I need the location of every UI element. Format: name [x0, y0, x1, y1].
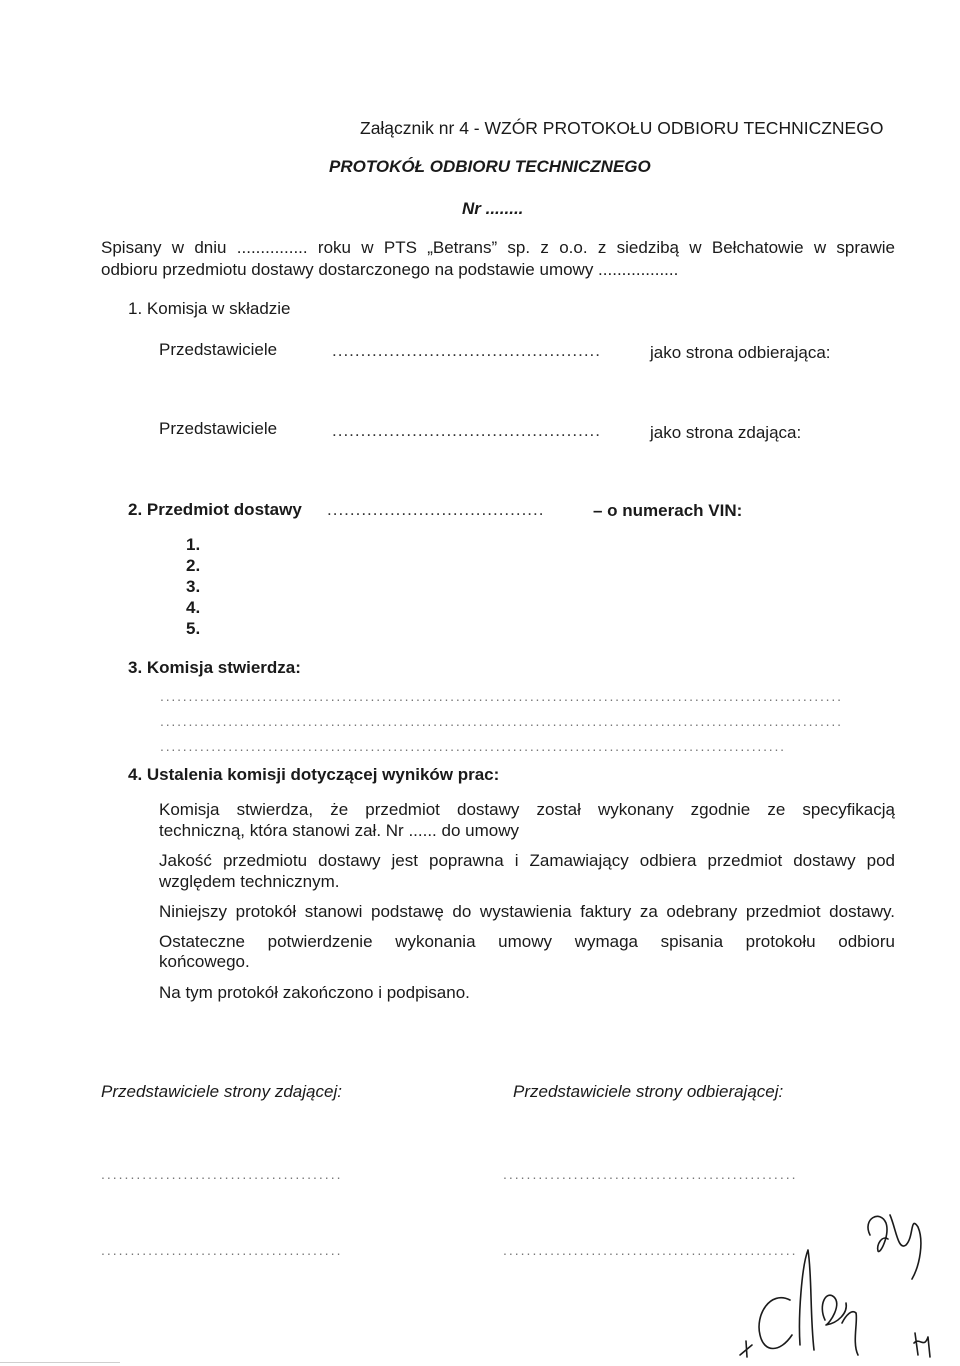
findings-line-1: ........................................................................................................................: [160, 688, 843, 704]
intro-line-2: odbioru przedmiotu dostawy dostarczonego na podstawie umowy .................: [101, 260, 679, 279]
handwritten-signature: [730, 1205, 950, 1365]
receiving-representatives-label: Przedstawiciele: [159, 340, 278, 359]
section-2-heading: 2. Przedmiot dostawy: [128, 500, 302, 519]
findings-paragraph-3: Niniejszy protokół stanowi podstawę do wystawienia faktury za odebrany przedmiot dostawy.: [159, 902, 895, 921]
intro-line-1: Spisany w dniu ............... roku w PTS „Betrans” sp. z o.o. z siedzibą w Bełchatowie w sprawie: [101, 238, 895, 257]
section-3-heading: 3. Komisja stwierdza:: [128, 658, 301, 677]
section-4-heading: 4. Ustalenia komisji dotyczącej wyników prac:: [128, 765, 500, 784]
findings-paragraph-2-line-1: Jakość przedmiotu dostawy jest poprawna i Zamawiający odbiera przedmiot dostawy pod: [159, 851, 895, 870]
receiving-signature-line-1: ..................................................: [503, 1166, 798, 1182]
delivery-subject-dots: ......................................: [327, 500, 545, 519]
receiving-signature-line-2: ..................................................: [503, 1242, 798, 1258]
vin-item-1: 1.: [186, 535, 201, 554]
handing-signature-line-2: .........................................: [101, 1242, 343, 1258]
handing-signature-line-1: .........................................: [101, 1166, 343, 1182]
handing-representatives-label: Przedstawiciele: [159, 419, 278, 438]
scan-edge-line: [0, 1362, 120, 1363]
vin-item-4: 4.: [186, 598, 201, 617]
vin-label: – o numerach VIN:: [593, 501, 743, 520]
receiving-representatives-dots: ...............................................: [332, 341, 601, 360]
vin-item-2: 2.: [186, 556, 201, 575]
vin-item-3: 3.: [186, 577, 201, 596]
annex-heading: Załącznik nr 4 - WZÓR PROTOKOŁU ODBIORU TECHNICZNEGO: [360, 118, 884, 138]
findings-paragraph-1-line-1: Komisja stwierdza, że przedmiot dostawy został wykonany zgodnie ze specyfikacją: [159, 800, 895, 819]
protocol-number: Nr ........: [462, 199, 524, 218]
findings-paragraph-4-line-2: końcowego.: [159, 952, 250, 971]
findings-line-2: ........................................................................................................................: [160, 713, 843, 729]
vin-item-5: 5.: [186, 619, 201, 638]
document-title: PROTOKÓŁ ODBIORU TECHNICZNEGO: [329, 157, 651, 176]
section-1-heading: 1. Komisja w składzie: [128, 299, 291, 318]
findings-line-3: ..............................................................................................................: [160, 738, 786, 754]
findings-paragraph-4-line-1: Ostateczne potwierdzenie wykonania umowy wymaga spisania protokołu odbioru: [159, 932, 895, 951]
receiving-role: jako strona odbierająca:: [650, 343, 831, 362]
findings-paragraph-2-line-2: względem technicznym.: [159, 872, 340, 891]
receiving-signature-label: Przedstawiciele strony odbierającej:: [513, 1082, 784, 1101]
findings-paragraph-5: Na tym protokół zakończono i podpisano.: [159, 983, 470, 1002]
handing-signature-label: Przedstawiciele strony zdającej:: [101, 1082, 342, 1101]
handing-representatives-dots: ...............................................: [332, 421, 601, 440]
handing-role: jako strona zdająca:: [650, 423, 802, 442]
findings-paragraph-1-line-2: techniczną, która stanowi zał. Nr ...... do umowy: [159, 821, 519, 840]
